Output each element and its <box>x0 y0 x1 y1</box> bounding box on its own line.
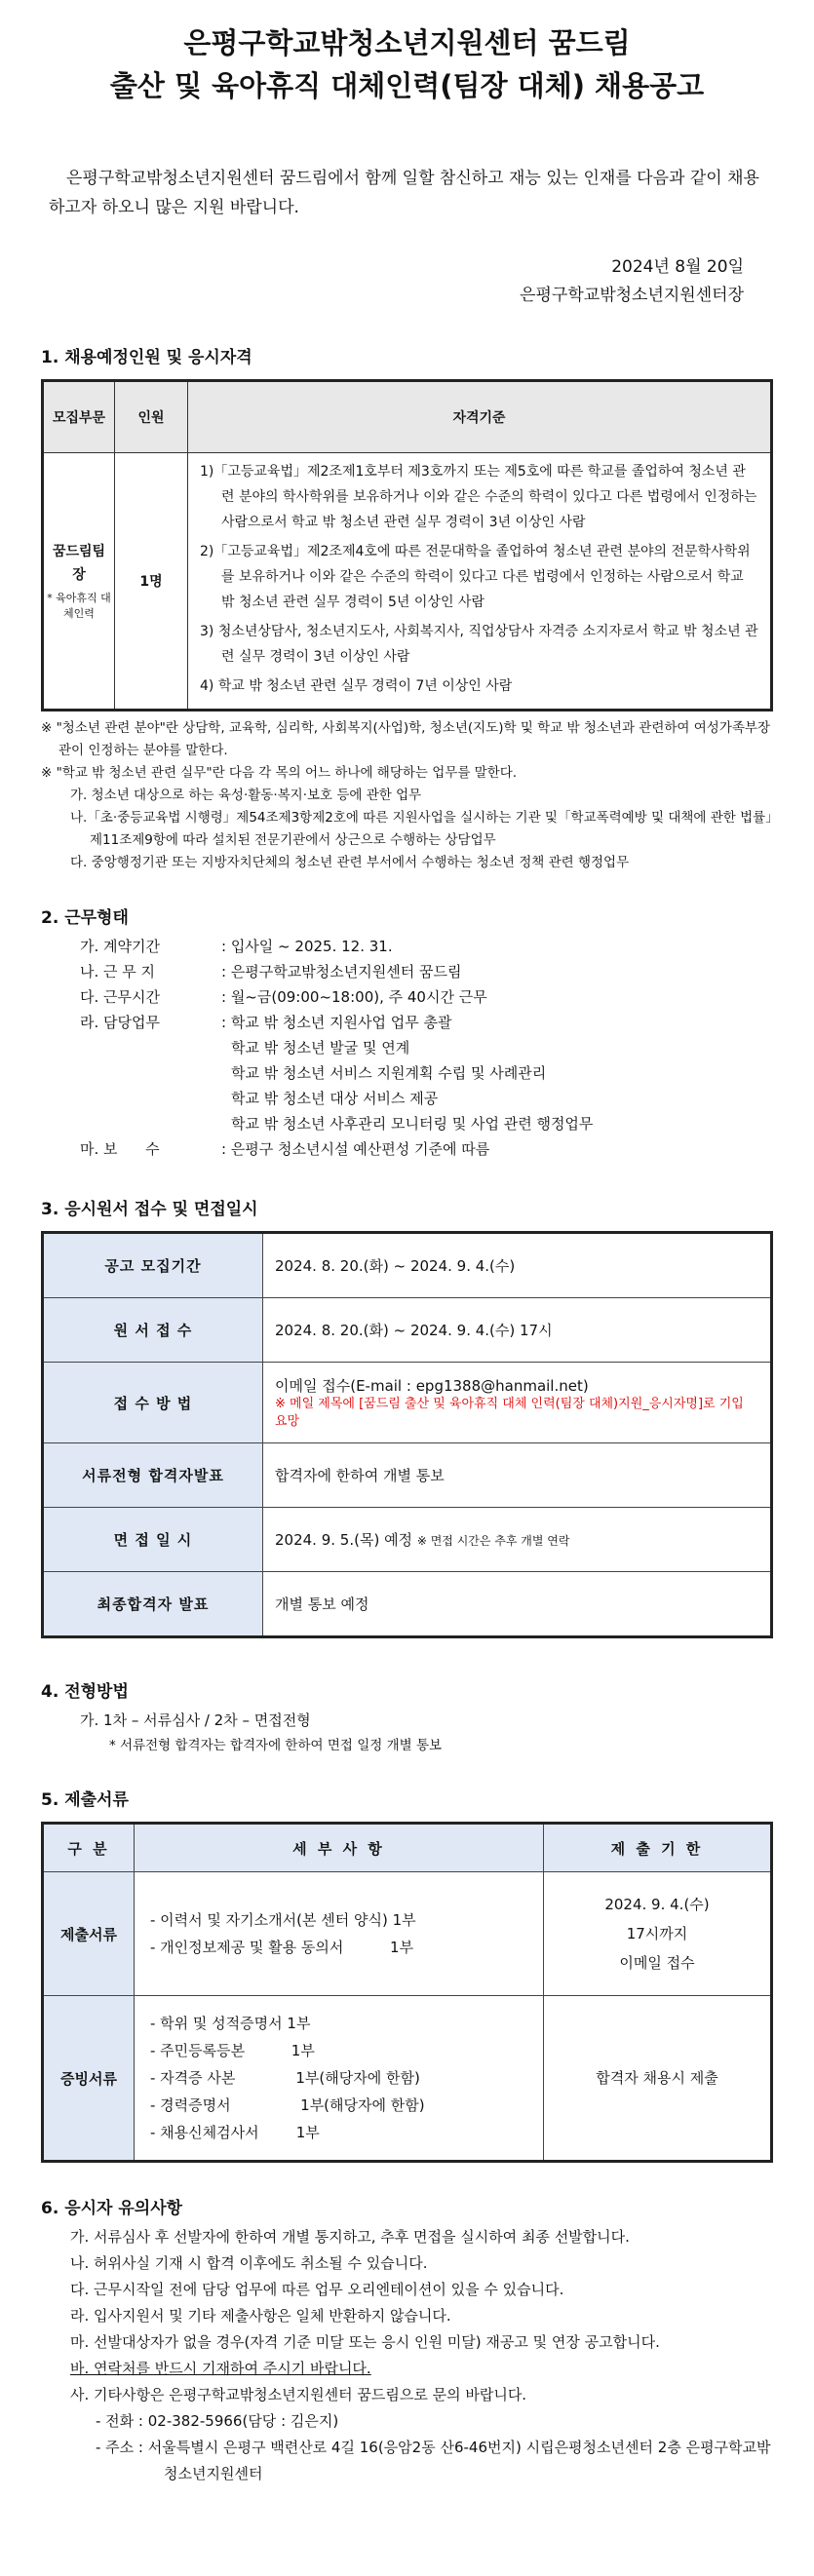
section-1-heading: 1. 채용예정인원 및 응시자격 <box>41 348 252 367</box>
condition-label: 나. 근 무 지 <box>80 963 156 980</box>
dept-name: 꿈드림팀장 <box>52 544 106 583</box>
section-3-heading: 3. 응시원서 접수 및 면접일시 <box>41 1200 258 1219</box>
dept-sub: * 육아휴직 대체인력 <box>47 592 111 620</box>
col-detail-header: 세 부 사 항 <box>135 1824 544 1872</box>
submit-details <box>135 1872 544 1996</box>
condition-label: 라. 담당업무 <box>80 1014 160 1031</box>
criteria-item: 1)「고등교육법」제2조제1호부터 제3호까지 또는 제5호에 따른 학교를 졸업하여 청소년 관련 분야의 학사학위를 보유하거나 이와 같은 수준의 학력이 있다고 다른 법령에서 인정하는 사람으로서 학교 밖 청소년 관련 실무 경력이 3년 이상인 사람 <box>200 464 757 530</box>
criteria-item: 3) 청소년상담사, 청소년지도사, 사회복지사, 직업상담사 자격증 소지자로서 학교 밖 청소년 관련 실무 경력이 3년 이상인 사람 <box>200 624 758 665</box>
condition-row <box>80 984 773 1010</box>
documents-table <box>41 1822 773 2163</box>
schedule-value: 합격자에 한하여 개별 통보 <box>263 1443 772 1508</box>
doc-item: - 채용신체검사서 1부 <box>150 2124 320 2141</box>
schedule-value: 2024. 8. 20.(화) ~ 2024. 9. 4.(수) <box>263 1233 772 1298</box>
dept-cell <box>43 453 115 711</box>
title-line-1: 은평구학교밖청소년지원센터 꿈드림 <box>183 26 631 59</box>
doc-item: - 학위 및 성적증명서 1부 <box>150 2015 311 2032</box>
section-5-heading: 5. 제출서류 <box>41 1790 129 1810</box>
condition-value: : 입사일 ~ 2025. 12. 31. <box>221 938 393 955</box>
doc-item: - 개인정보제공 및 활용 동의서 1부 <box>150 1939 414 1956</box>
condition-row <box>80 959 773 984</box>
due-line: 이메일 접수 <box>619 1954 695 1972</box>
applicant-notes <box>41 2224 773 2487</box>
work-conditions <box>41 934 773 1162</box>
col-due-header: 제 출 기 한 <box>544 1824 772 1872</box>
notice-issuer: 은평구학교밖청소년지원센터장 <box>520 286 744 305</box>
condition-label: 다. 근무시간 <box>80 988 160 1006</box>
interview-note: ※ 면접 시간은 추후 개별 연락 <box>416 1534 570 1548</box>
condition-row <box>80 1010 773 1035</box>
schedule-label: 접 수 방 법 <box>43 1363 263 1443</box>
notice-item: 다. 근무시작일 전에 담당 업무에 따른 업무 오리엔테이션이 있을 수 있습니다. <box>70 2281 564 2298</box>
schedule-row <box>43 1443 772 1508</box>
condition-value: : 학교 밖 청소년 지원사업 업무 총괄 <box>221 1014 452 1031</box>
condition-row <box>80 934 773 959</box>
schedule-label: 원 서 접 수 <box>43 1298 263 1363</box>
contact-phone: - 전화 : 02-382-5966(담당 : 김은지) <box>96 2412 339 2430</box>
title-line-2: 출산 및 육아휴직 대체인력(팀장 대체) 채용공고 <box>109 69 705 102</box>
schedule-value-cell <box>263 1508 772 1572</box>
proof-label: 증빙서류 <box>43 1996 135 2162</box>
duty-item: 학교 밖 청소년 대상 서비스 제공 <box>231 1090 439 1107</box>
schedule-label: 서류전형 합격자발표 <box>43 1443 263 1508</box>
criteria-cell <box>188 453 772 711</box>
schedule-row <box>43 1572 772 1637</box>
schedule-value: 개별 통보 예정 <box>263 1572 772 1637</box>
note-item: 다. 중앙행정기관 또는 지방자치단체의 청소년 관련 부서에서 수행하는 청소년 정책 관련 행정업무 <box>70 855 630 870</box>
schedule-row <box>43 1363 772 1443</box>
notice-item: 사. 기타사항은 은평구학교밖청소년지원센터 꿈드림으로 문의 바랍니다. <box>70 2386 527 2403</box>
schedule-label: 공고 모집기간 <box>43 1233 263 1298</box>
duty-item: 학교 밖 청소년 발굴 및 연계 <box>231 1039 410 1057</box>
condition-label: 가. 계약기간 <box>80 938 160 955</box>
notice-item: 바. 연락처를 반드시 기재하여 주시기 바랍니다. <box>70 2360 371 2377</box>
section-2-heading: 2. 근무형태 <box>41 908 129 928</box>
submit-label: 제출서류 <box>43 1872 135 1996</box>
due-line: 2024. 9. 4.(수) <box>604 1896 710 1913</box>
notice-item: 가. 서류심사 후 선발자에 한하여 개별 통지하고, 추후 면접을 실시하여 최종 선발합니다. <box>70 2228 630 2246</box>
note-item: 가. 청소년 대상으로 하는 육성·활동·복지·보호 등에 관한 업무 <box>70 788 422 803</box>
col-criteria-header: 자격기준 <box>188 381 772 453</box>
schedule-label: 면 접 일 시 <box>43 1508 263 1572</box>
schedule-row <box>43 1508 772 1572</box>
date-block <box>41 253 773 310</box>
col-count-header: 인원 <box>115 381 188 453</box>
criteria-item: 4) 학교 밖 청소년 관련 실무 경력이 7년 이상인 사람 <box>200 678 513 694</box>
email-info: 이메일 접수(E-mail : epg1388@hanmail.net) <box>275 1376 589 1395</box>
col-type-header: 구 분 <box>43 1824 135 1872</box>
schedule-table <box>41 1231 773 1638</box>
schedule-value-cell <box>263 1363 772 1443</box>
interview-date: 2024. 9. 5.(목) 예정 <box>275 1531 413 1549</box>
selection-note: * 서류전형 합격자는 합격자에 한하여 면접 일정 개별 통보 <box>109 1738 443 1753</box>
selection-line: 가. 1차 – 서류심사 / 2차 – 면접전형 <box>80 1711 311 1729</box>
section-6-heading: 6. 응시자 유의사항 <box>41 2199 183 2218</box>
proof-due: 합격자 채용시 제출 <box>544 1996 772 2162</box>
condition-value: : 은평구 청소년시설 예산편성 기준에 따름 <box>221 1140 490 1158</box>
notice-date: 2024년 8월 20일 <box>611 257 744 277</box>
schedule-row <box>43 1233 772 1298</box>
note-item: ※ "학교 밖 청소년 관련 실무"란 다음 각 목의 어느 하나에 해당하는 업무를 말한다. <box>41 765 518 781</box>
due-line: 17시까지 <box>626 1925 688 1942</box>
condition-label: 마. 보 수 <box>80 1140 160 1158</box>
duty-item: 학교 밖 청소년 사후관리 모니터링 및 사업 관련 행정업무 <box>231 1115 594 1133</box>
notice-item: 나. 허위사실 기재 시 합격 이후에도 취소될 수 있습니다. <box>70 2254 428 2272</box>
qualification-table <box>41 379 773 711</box>
duty-item: 학교 밖 청소년 서비스 지원계획 수립 및 사례관리 <box>231 1064 547 1082</box>
note-item: 나.「초·중등교육법 시행령」제54조제3항제2호에 따른 지원사업을 실시하는 기관 및「학교폭력예방 및 대책에 관한 법률」제11조제9항에 따라 설치된 전문기관에서 상근으로 수행하는 상담업무 <box>70 810 772 848</box>
intro-paragraph: 은평구학교밖청소년지원센터 꿈드림에서 함께 일할 참신하고 재능 있는 인재를 다음과 같이 채용하고자 하오니 많은 지원 바랍니다. <box>49 169 759 217</box>
selection-method <box>41 1708 773 1758</box>
schedule-row <box>43 1298 772 1363</box>
doc-item: - 경력증명서 1부(해당자에 한함) <box>150 2096 425 2114</box>
email-note: ※ 메일 제목에 [꿈드림 출산 및 육아휴직 대체 인력(팀장 대체)지원_응시자명]로 기입 요망 <box>275 1396 744 1429</box>
condition-row <box>80 1136 773 1162</box>
section-4-heading: 4. 전형방법 <box>41 1682 129 1702</box>
criteria-item: 2)「고등교육법」제2조제4호에 따른 전문대학을 졸업하여 청소년 관련 분야의 전문학사학위를 보유하거나 이와 같은 수준의 학력이 있다고 다른 법령에서 인정하는 사람으로서 학교 밖 청소년 관련 실무 경력이 5년 이상인 사람 <box>200 544 751 610</box>
col-dept-header: 모집부문 <box>43 381 115 453</box>
schedule-label: 최종합격자 발표 <box>43 1572 263 1637</box>
proof-details <box>135 1996 544 2162</box>
schedule-value: 2024. 8. 20.(화) ~ 2024. 9. 4.(수) 17시 <box>263 1298 772 1363</box>
condition-value: : 은평구학교밖청소년지원센터 꿈드림 <box>221 963 462 980</box>
doc-item: - 이력서 및 자기소개서(본 센터 양식) 1부 <box>150 1911 416 1929</box>
submit-due <box>544 1872 772 1996</box>
section-1-notes <box>41 717 773 874</box>
doc-item: - 주민등록등본 1부 <box>150 2042 315 2059</box>
note-item: ※ "청소년 관련 분야"란 상담학, 교육학, 심리학, 사회복지(사업)학, 청소년(지도)학 및 학교 밖 청소년과 관련하여 여성가족부장관이 인정하는 분야를 말한다. <box>41 720 771 758</box>
doc-item: - 자격증 사본 1부(해당자에 한함) <box>150 2069 420 2087</box>
contact-address: - 주소 : 서울특별시 은평구 백련산로 4길 16(응암2동 산6-46번지) 시립은평청소년센터 2층 은평구학교밖청소년지원센터 <box>96 2439 771 2482</box>
notice-item: 마. 선발대상자가 없을 경우(자격 기준 미달 또는 응시 인원 미달) 재공고 및 연장 공고합니다. <box>70 2333 660 2351</box>
notice-item: 라. 입사지원서 및 기타 제출사항은 일체 반환하지 않습니다. <box>70 2307 451 2325</box>
count-cell: 1명 <box>115 453 188 711</box>
condition-value: : 월~금(09:00~18:00), 주 40시간 근무 <box>221 988 487 1006</box>
